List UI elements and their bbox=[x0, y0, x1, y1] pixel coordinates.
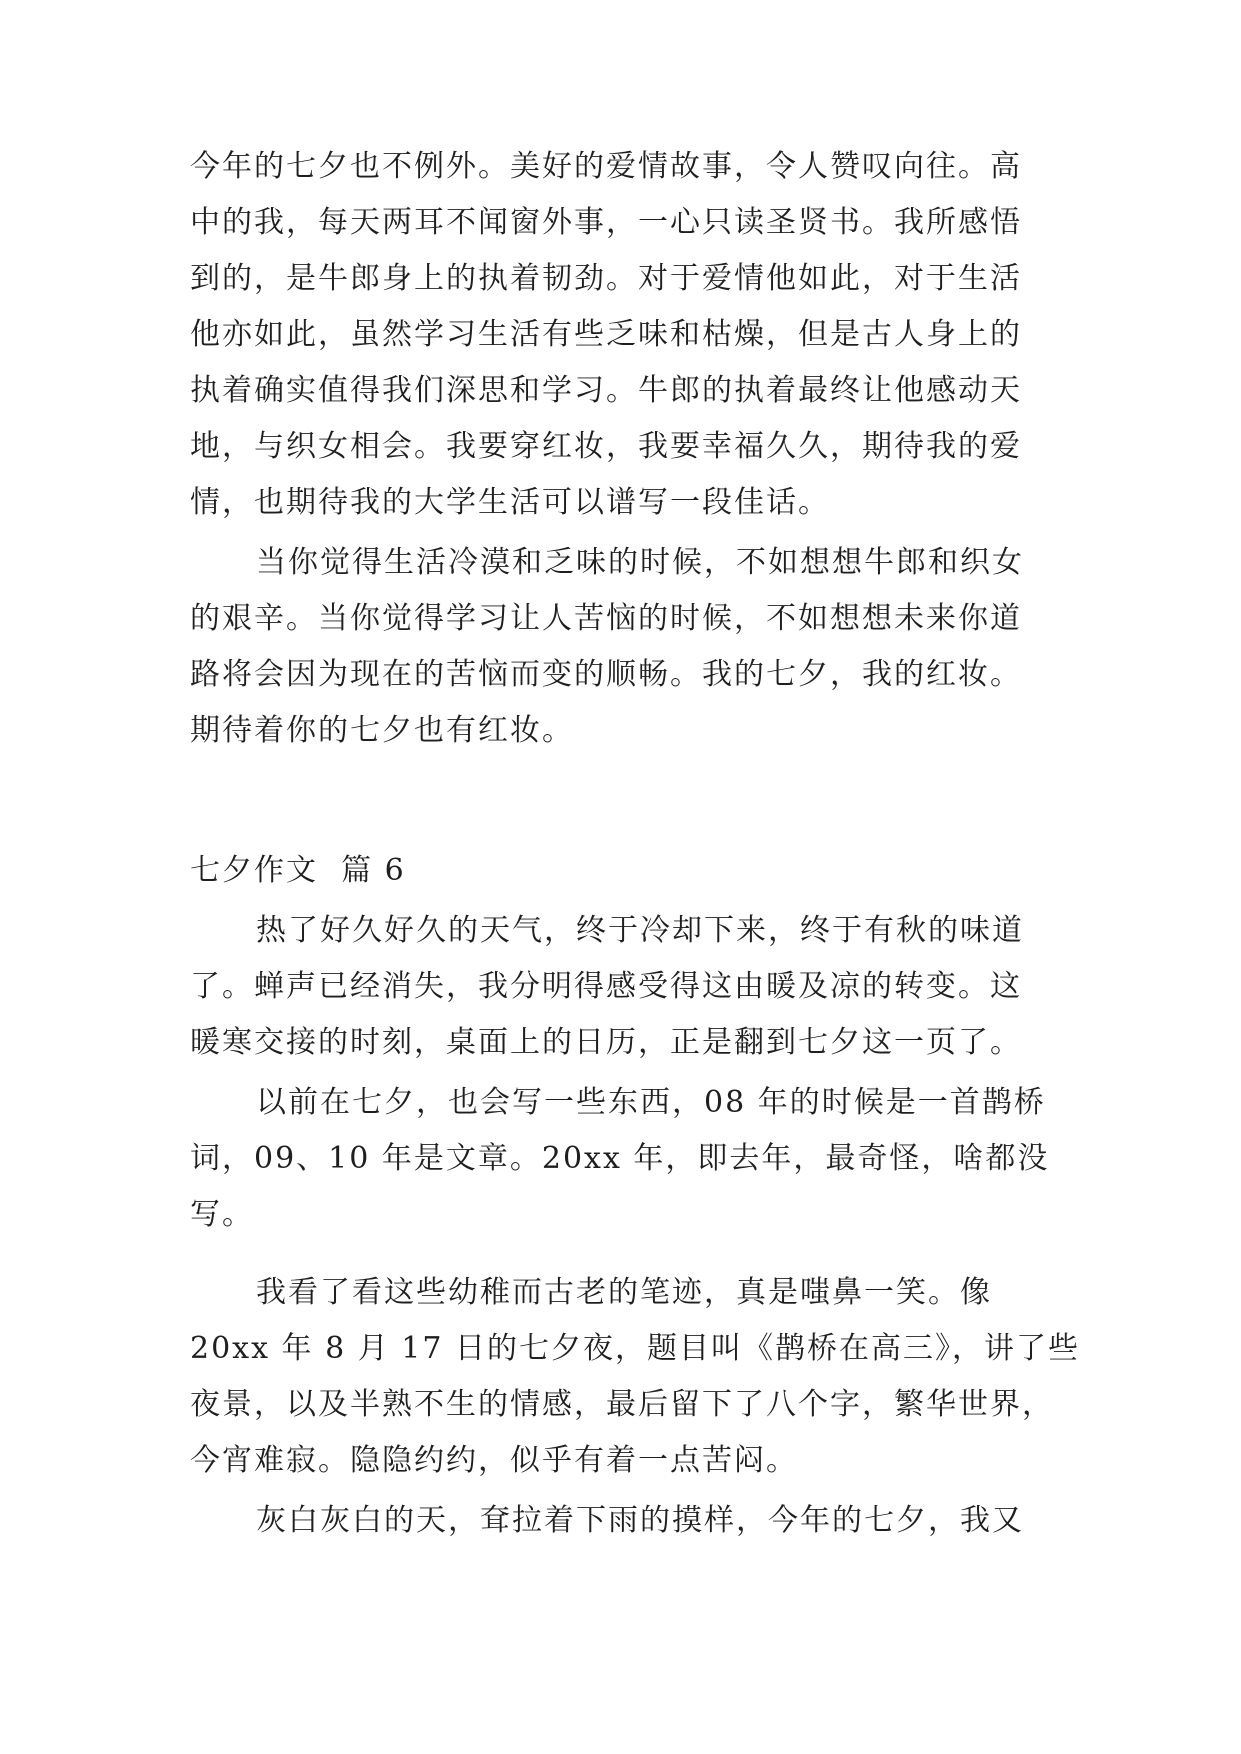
paragraph-1-line-3: 到的，是牛郎身上的执着韧劲。对于爱情他如此，对于生活 bbox=[190, 261, 1022, 296]
paragraph-1-line-2: 中的我，每天两耳不闻窗外事，一心只读圣贤书。我所感悟 bbox=[190, 205, 1022, 240]
paragraph-1-line-7: 情，也期待我的大学生活可以谱写一段佳话。 bbox=[190, 485, 830, 520]
paragraph-1-line-4: 他亦如此，虽然学习生活有些乏味和枯燥，但是古人身上的 bbox=[190, 317, 1022, 352]
paragraph-4-line-1: 以前在七夕，也会写一些东西，08 年的时候是一首鹊桥 bbox=[256, 1085, 1046, 1120]
paragraph-5-line-4: 今宵难寂。隐隐约约，似乎有着一点苦闷。 bbox=[190, 1443, 798, 1478]
paragraph-5-line-2: 20xx 年 8 月 17 日的七夕夜，题目叫《鹊桥在高三》，讲了些 bbox=[190, 1331, 1080, 1366]
paragraph-2-line-4: 期待着你的七夕也有红妆。 bbox=[190, 713, 574, 748]
paragraph-2-line-2: 的艰辛。当你觉得学习让人苦恼的时候，不如想想未来你道 bbox=[190, 601, 1022, 636]
paragraph-1-line-6: 地，与织女相会。我要穿红妆，我要幸福久久，期待我的爱 bbox=[190, 429, 1022, 464]
paragraph-2-line-3: 路将会因为现在的苦恼而变的顺畅。我的七夕，我的红妆。 bbox=[190, 657, 1022, 692]
paragraph-1-line-1: 今年的七夕也不例外。美好的爱情故事，令人赞叹向往。高 bbox=[190, 149, 1022, 184]
paragraph-3-line-3: 暖寒交接的时刻，桌面上的日历，正是翻到七夕这一页了。 bbox=[190, 1025, 1022, 1060]
paragraph-4-line-2: 词，09、10 年是文章。20xx 年，即去年，最奇怪，啥都没 bbox=[190, 1141, 1050, 1176]
section-heading: 七夕作文 篇 6 bbox=[190, 853, 406, 888]
paragraph-2-line-1: 当你觉得生活冷漠和乏味的时候，不如想想牛郎和织女 bbox=[256, 545, 1024, 580]
paragraph-6-line-1: 灰白灰白的天，耷拉着下雨的摸样，今年的七夕，我又 bbox=[256, 1503, 1024, 1538]
paragraph-1-line-5: 执着确实值得我们深思和学习。牛郎的执着最终让他感动天 bbox=[190, 373, 1022, 408]
paragraph-3-line-1: 热了好久好久的天气，终于冷却下来，终于有秋的味道 bbox=[256, 913, 1024, 948]
paragraph-5-line-1: 我看了看这些幼稚而古老的笔迹，真是嗤鼻一笑。像 bbox=[256, 1275, 992, 1310]
paragraph-5-line-3: 夜景，以及半熟不生的情感，最后留下了八个字，繁华世界， bbox=[190, 1387, 1054, 1422]
paragraph-3-line-2: 了。蝉声已经消失，我分明得感受得这由暖及凉的转变。这 bbox=[190, 969, 1022, 1004]
paragraph-4-line-3: 写。 bbox=[190, 1197, 254, 1232]
